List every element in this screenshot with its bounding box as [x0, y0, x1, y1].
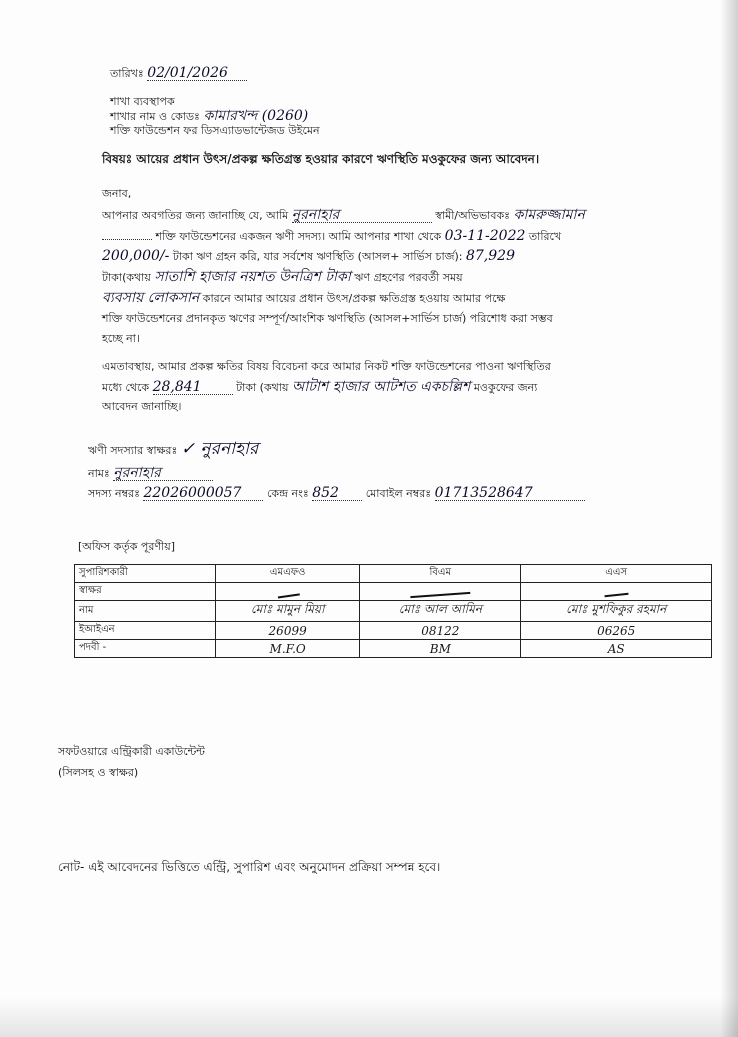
signature-cell [360, 583, 521, 601]
loan-date-field: 03-11-2022 [444, 228, 526, 244]
text-fragment: তারিখে [528, 230, 562, 243]
amount-words-field: সাতাশি হাজার নয়শত উনত্রিশ টাকা [154, 269, 351, 285]
member-name-field: নুরনাহার [292, 208, 432, 223]
signature-cell [216, 583, 360, 601]
para1-line7: হচ্ছে না। [102, 332, 140, 345]
para1-line4 [102, 270, 463, 285]
office-table [74, 564, 712, 658]
row-label: পদবী - [75, 640, 216, 658]
text-fragment: সদস্য নম্বরঃ [88, 487, 140, 500]
waive-words-field: আটাশ হাজার আটশত একচল্লিশ [291, 379, 471, 395]
org-name: শক্তি ফাউন্ডেশন ফর ডিসএ্যাডভান্টেজড উইমেন [110, 124, 320, 137]
row-label: স্বাক্ষর [75, 583, 216, 601]
table-cell: 26099 [216, 622, 360, 640]
para1-line2 [102, 229, 561, 244]
branch-manager: শাখা ব্যবস্থাপক [110, 95, 175, 108]
para1-line6: শক্তি ফাউন্ডেশনের প্রদানকৃত ঋণের সম্পূর্ণ/আংশিক ঋণস্থিতি (আসল+সার্ভিস চার্জ) পরিশোধ করা সম্ভব [102, 312, 553, 325]
text-fragment: মোবাইল নম্বরঃ [365, 487, 432, 500]
blank-dots [102, 239, 152, 240]
branch-name-value: কামারখন্দ (0260) [203, 108, 309, 124]
text-fragment: টাকা (কথায় [236, 381, 289, 394]
para1-line3 [102, 249, 515, 264]
text-fragment: আপনার অবগতির জন্য জানাচ্ছি যে, আমি [102, 209, 289, 222]
table-cell: AS [521, 640, 712, 658]
text-fragment: ঋণ গ্রহণের পরবর্তী সময় [354, 271, 463, 284]
text-fragment: টাকা ঋণ গ্রহন করি, যার সর্বশেষ ঋণস্থিতি (আসল+ সার্ভিস চার্জ): [172, 250, 463, 263]
text-fragment: কারনে আমার আয়ের প্রধান উৎস/প্রকল্প ক্ষতিগ্রস্ত হওয়ায় আমার পক্ষে [202, 292, 506, 305]
text-fragment: কেন্দ্র নংঃ [266, 487, 309, 500]
member-number-line [88, 486, 585, 501]
scan-shadow-right [720, 0, 738, 1037]
header-cell: সুপারিশকারী [75, 565, 216, 583]
loan-amount-field: 200,000/- [102, 248, 170, 264]
date-line [110, 66, 247, 81]
member-signature: ✓ নুরনাহার [180, 439, 259, 459]
para1-line1 [102, 208, 585, 223]
table-row [75, 622, 712, 640]
table-row [75, 601, 712, 622]
para2-line3: আবেদন জানাচ্ছি। [102, 400, 182, 413]
text-fragment: নামঃ [88, 467, 110, 480]
signature-scribble [276, 582, 300, 599]
table-cell: মোঃ মামুন মিয়া [216, 601, 360, 622]
balance-field: 87,929 [465, 248, 515, 264]
member-sign-line [88, 439, 259, 459]
salutation: জনাব, [102, 187, 132, 200]
guardian-field: কামরুজ্জামান [513, 207, 585, 223]
table-header-row [75, 565, 712, 583]
table-cell: 08122 [360, 622, 521, 640]
date-value: 02/01/2026 [147, 66, 247, 81]
table-cell: BM [360, 640, 521, 658]
table-cell: মোঃ আল আমিন [360, 601, 521, 622]
para1-line5 [102, 291, 505, 306]
signature-scribble [604, 583, 629, 597]
row-label: ইআইএন [75, 622, 216, 640]
office-caption: [অফিস কর্তৃক পূরণীয়] [78, 540, 175, 553]
branch-name-line [110, 109, 308, 124]
waive-amount-field: 28,841 [153, 380, 233, 395]
row-label: নাম [75, 601, 216, 622]
table-cell: মোঃ মুশফিকুর রহমান [521, 601, 712, 622]
branch-name-label: শাখার নাম ও কোডঃ [110, 110, 200, 123]
subject-line: বিষয়ঃ আয়ের প্রধান উৎস/প্রকল্প ক্ষতিগ্রস্ত হওয়ার কারণে ঋণস্থিতি মওকুফের জন্য আবেদন। [102, 152, 540, 166]
header-cell: এমএফও [216, 565, 360, 583]
reason-field: ব্যবসায় লোকসান [102, 290, 200, 306]
signature-scribble [410, 582, 471, 598]
table-row [75, 640, 712, 658]
footer-note: নোট- এই আবেদনের ভিত্তিতে এন্ট্রি, সুপারিশ এবং অনুমোদন প্রক্রিয়া সম্পন্ন হবে। [58, 860, 441, 874]
header-cell: এএস [521, 565, 712, 583]
member-number: 22026000057 [143, 486, 263, 501]
text-fragment: টাকা(কথায় [102, 271, 151, 284]
mobile-number: 01713528647 [435, 486, 585, 501]
para2-line1: এমতাবস্থায়, আমার প্রকল্প ক্ষতির বিষয় বিবেচনা করে আমার নিকট শক্তি ফাউন্ডেশনের পাওনা ঋণস্থিতির [102, 360, 551, 373]
text-fragment: ঋণী সদস্যার স্বাক্ষরঃ [88, 444, 178, 457]
center-number: 852 [312, 486, 362, 501]
header-cell: বিএম [360, 565, 521, 583]
scan-shadow-bottom [0, 997, 738, 1037]
table-cell: 06265 [521, 622, 712, 640]
text-fragment: মওকুফের জন্য [473, 381, 538, 394]
text-fragment: স্বামী/অভিভাবকঃ [435, 209, 511, 222]
table-cell: M.F.O [216, 640, 360, 658]
signature-cell [521, 583, 712, 601]
member-name: নুরনাহার [113, 466, 213, 481]
date-label: তারিখঃ [110, 67, 144, 80]
text-fragment: শক্তি ফাউন্ডেশনের একজন ঋণী সদস্য। আমি আপনার শাখা থেকে [155, 230, 442, 243]
entry-accountant: সফটওয়ারে এন্ট্রিকারী একাউন্টেন্ট [58, 745, 205, 758]
member-name-line [88, 466, 213, 481]
table-row [75, 583, 712, 601]
text-fragment: মধ্যে থেকে [102, 381, 150, 394]
para2-line2 [102, 380, 537, 395]
entry-seal-sign: (সিলসহ ও স্বাক্ষর) [58, 766, 139, 779]
